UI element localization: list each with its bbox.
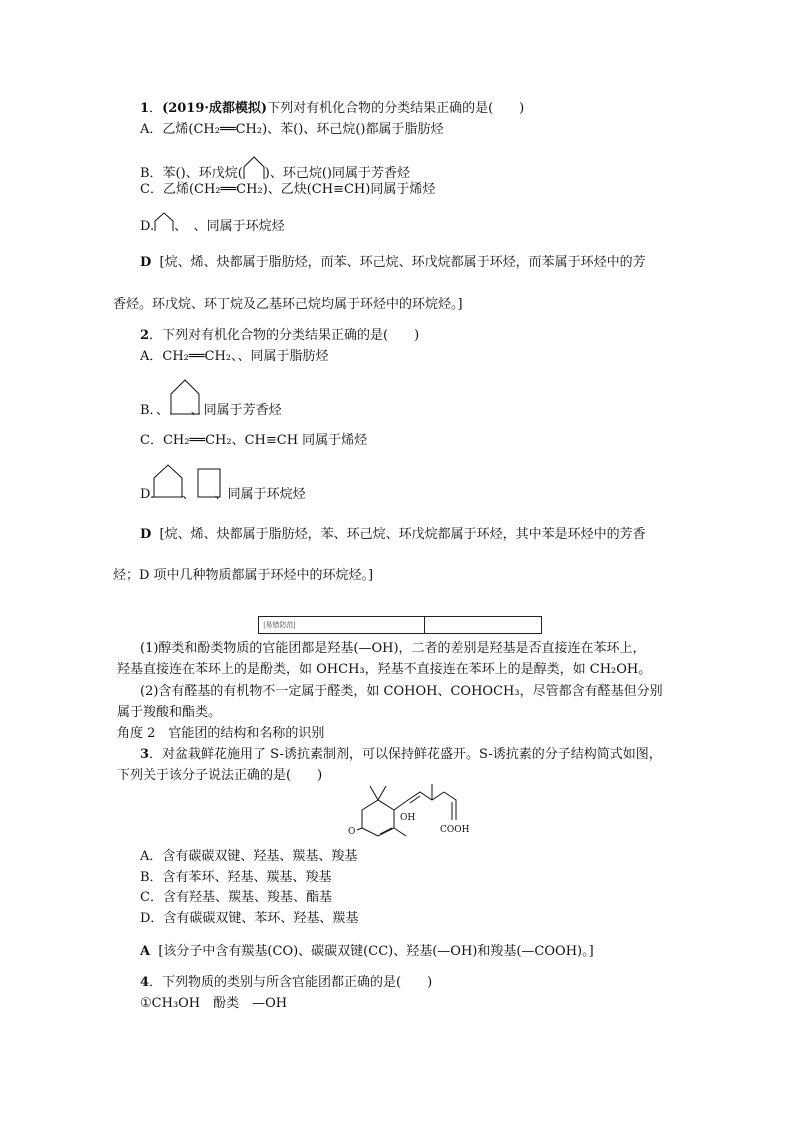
cyclobutane-structure-icon [197, 468, 221, 498]
hydroxyl-label: OH [400, 813, 416, 823]
cyclopentane-structure-icon [153, 464, 183, 498]
q3-answer-letter: A [140, 944, 151, 959]
q2-option-a: A．CH₂══CH₂、、同属于脂肪烃 [140, 349, 329, 364]
note2-line2: 属于羧酸和酯类。 [117, 705, 222, 720]
q1-option-c: C．乙烯(CH₂══CH₂)、乙炔(CH≡CH)同属于烯烃 [140, 182, 436, 197]
q2-stem-text: ．下列对有机化合物的分类结果正确的是( ) [149, 328, 420, 343]
q2-option-c: C．CH₂══CH₂、CH≡CH 同属于烯烃 [140, 433, 368, 448]
q4-number: 4 [140, 975, 150, 990]
q1-option-b [140, 156, 410, 182]
note2-line1: (2)含有醛基的有机物不一定属于醛类，如 COHOH、COHOCH₃，尽管都含有醛基但分别 [140, 684, 663, 699]
q2-option-d-post: 、同属于环烷烃 [214, 487, 306, 502]
q3-option-c: C．含有羟基、羰基、羧基、酯基 [140, 890, 332, 905]
q1-option-b-post: )、环己烷()同属于芳香烃 [264, 166, 410, 181]
q3-answer-text: [该分子中含有羰基(CO)、碳碳双键(CC)、羟基(—OH)和羧基(—COOH)。] [158, 944, 594, 959]
q2-answer-line1 [140, 526, 646, 543]
q1-answer-line2: 香烃。环戊烷、环丁烷及乙基环己烷均属于环烃中的环烷烃。] [113, 297, 463, 312]
q2-option-d-mid: 、 [182, 487, 189, 502]
q3-option-b: B．含有苯环、羟基、羰基、羧基 [140, 870, 332, 885]
q1-option-b-pre: B．苯()、环戊烷( [140, 166, 243, 181]
q3-option-a: A．含有碳碳双键、羟基、羰基、羧基 [140, 849, 358, 864]
s-abscisic-acid-structure-icon [348, 770, 478, 842]
q2-stem [140, 327, 419, 344]
q2-answer-letter: D [140, 527, 152, 542]
note1-line2: 羟基直接连在苯环上的是酚类，如 OHCH₃，羟基不直接连在苯环上的是醇类，如 CH₂OH。 [117, 662, 652, 677]
q2-answer-text: [烷、烯、炔都属于脂肪烃，苯、环己烷、环戊烷都属于环烃，其中苯是环烃中的芳香 [159, 527, 646, 542]
q2-answer-line2: 烃；D 项中几种物质都属于环烃中的环烷烃。] [113, 568, 374, 583]
q1-option-a: A．乙烯(CH₂══CH₂)、苯()、环己烷()都属于脂肪烃 [140, 122, 444, 137]
cyclopentane-structure-icon [243, 156, 265, 180]
q1-answer-text: [烷、烯、炔都属于脂肪烃，而苯、环己烷、环戊烷都属于环烃，而苯属于环烃中的芳 [159, 255, 646, 270]
q3-option-d: D．含有碳碳双键、苯环、羟基、羰基 [140, 911, 359, 926]
carbonyl-o-label: O [348, 827, 356, 837]
q2-option-b [140, 402, 282, 419]
q4-stem [140, 974, 432, 991]
note1-line1: (1)醇类和酚类物质的官能团都是羟基(—OH)，二者的差别是羟基是否直接连在苯环上， [140, 641, 646, 656]
q2-option-b-pre: B．、 [140, 403, 163, 418]
q2-option-b-post: 、同属于芳香烃 [190, 403, 282, 418]
q3-answer [140, 943, 594, 960]
q1-answer-line1 [140, 254, 646, 271]
q1-option-d-pre: D. [140, 219, 155, 234]
q1-number: 1 [140, 101, 150, 116]
cyclopentane-structure-icon [170, 379, 200, 415]
q1-stem: 1．(2019·成都模拟)下列对有机化合物的分类结果正确的是( ) [140, 101, 525, 116]
q4-stem-text: ．下列物质的类别与所含官能团都正确的是( ) [149, 975, 433, 990]
q3-stem-line1 [140, 746, 662, 763]
q3-stem-text: ．对盆栽鲜花施用了 S-诱抗素制剂，可以保持鲜花盛开。S-诱抗素的分子结构简式如图， [149, 747, 662, 762]
error-prevention-box [258, 616, 542, 634]
q3-number: 3 [140, 747, 150, 762]
q1-answer-letter: D [140, 255, 152, 270]
q3-stem-line2: 下列关于该分子说法正确的是( ) [117, 768, 323, 783]
q2-option-d-pre: D. [140, 487, 155, 502]
q1-option-d [140, 212, 285, 235]
angle-heading: 角度 2 官能团的结构和名称的识别 [117, 726, 325, 741]
cyclopentane-structure-icon [154, 212, 174, 232]
q1-stem-text: 下列对有机化合物的分类结果正确的是( ) [267, 101, 525, 116]
q1-source: (2019·成都模拟) [162, 101, 268, 116]
box-divider [424, 617, 425, 633]
q2-number: 2 [140, 328, 150, 343]
q4-item-1: ①CH₃OH 酚类 —OH [140, 996, 288, 1011]
error-prevention-tag: |易错防范| [263, 621, 296, 629]
carboxyl-label: COOH [440, 825, 470, 835]
q1-option-d-post: 、 、同属于环烷烃 [174, 219, 285, 234]
